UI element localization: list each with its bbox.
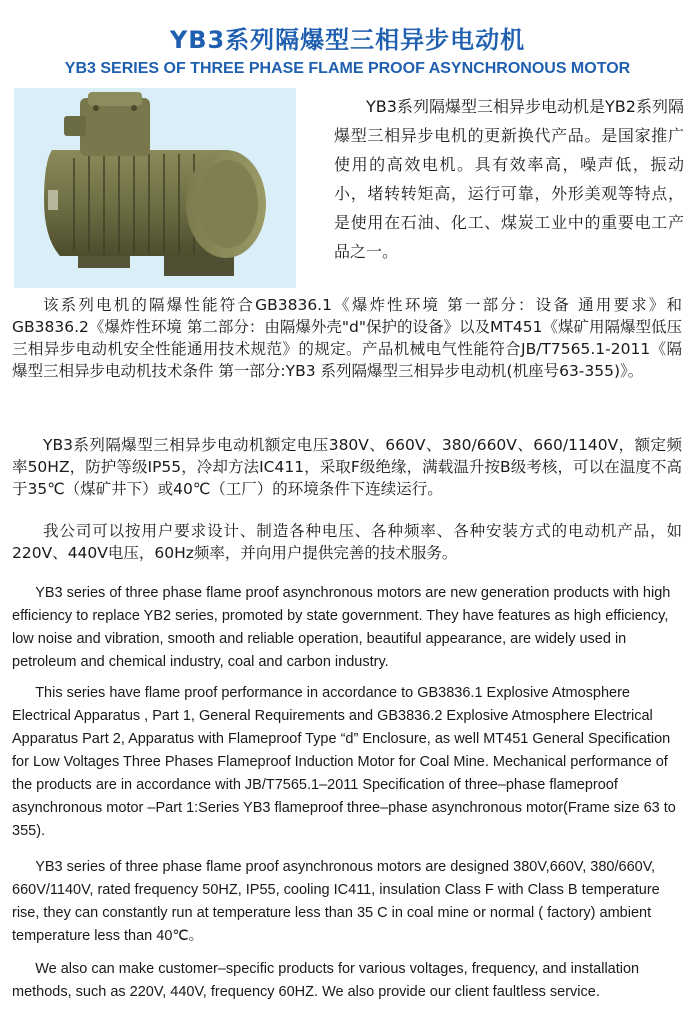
page-title-en: YB3 SERIES OF THREE PHASE FLAME PROOF ASYNCHRONOUS MOTOR [64,60,631,77]
page-title-cn: YB3系列隔爆型三相异步电动机 [169,26,526,54]
paragraph-cn-standards: 该系列电机的隔爆性能符合GB3836.1《爆炸性环境 第一部分：设备 通用要求》和GB3836.2《爆炸性环境 第二部分：由隔爆外壳"d"保护的设备》以及MT451《煤矿用隔爆型低压三相异步电动机安全性能通用技术规范》的规定。产品机械电气性能符合JB/T7565.1-2011《隔爆型三相异步电动机技术条件 第一部分:YB3 系列隔爆型三相异步电动机(机座号63-355)》。 [12,296,682,380]
paragraph-cn-custom: 我公司可以按用户要求设计、制造各种电压、各种频率、各种安装方式的电动机产品，如220V、440V电压，60Hz频率，并向用户提供完善的技术服务。 [12,522,682,562]
paragraph-cn-ratings: YB3系列隔爆型三相异步电动机额定电压380V、660V、380/660V、660/1140V，额定频率50HZ，防护等级IP55，冷却方法IC411，采取F级绝缘，满载温升按B级考核，可以在温度不高于35℃（煤矿井下）或40℃（工厂）的环境条件下连续运行。 [12,436,682,498]
paragraph-en-custom: We also can make customer–specific products for various voltages, frequency, and installation methods, such as 220V, 440V, frequency 60HZ. We also provide our client faultless service. [12,961,640,1000]
motor-icon [14,88,296,288]
paragraph-en-intro: YB3 series of three phase flame proof asynchronous motors are new generation products with high efficiency to replace YB2 series, promoted by state government. They have features as high efficiency, low noise and vibration, smooth and reliable operation, beautiful appearance, are widely used in petroleum and chemical industry, coal and carbon industry. [12,585,671,670]
motor-photo [14,88,296,288]
paragraph-en-standards: This series have flame proof performance in accordance to GB3836.1 Explosive Atmosphere Electrical Apparatus , Part 1, General Requirements and GB3836.2 Explosive Atmosphere Electrical Apparatus Part 2, Apparatus with Flameproof Type “d” Enclosure, as well MT451 General Specification for Low Voltages Three Phases Flameproof Induction Motor for Coal Mine. Mechanical performance of the products are in accordance with JB/T7565.1–2011 Specification of three–phase flameproof asynchronous motor –Part 1:Series YB3 flameproof three–phase asynchronous motor(Frame size 63 to 355). [12,685,676,839]
intro-cn-text: YB3系列隔爆型三相异步电动机是YB2系列隔爆型三相异步电机的更新换代产品。是国家推广使用的高效电机。具有效率高，噪声低，振动小，堵转转矩高，运行可靠，外形美观等特点，是使用在石油、化工、煤炭工业中的重要电工产品之一。 [334,97,684,261]
paragraph-en-ratings: YB3 series of three phase flame proof asynchronous motors are designed 380V,660V, 380/660V, 660V/1140V, rated frequency 50HZ, IP55, cooling IC411, insulation Class F with Class B temperature rise, they can constantly run at temperature less than 35 C in coal mine or normal ( factory) ambient temperature less than 40℃。 [12,859,660,944]
